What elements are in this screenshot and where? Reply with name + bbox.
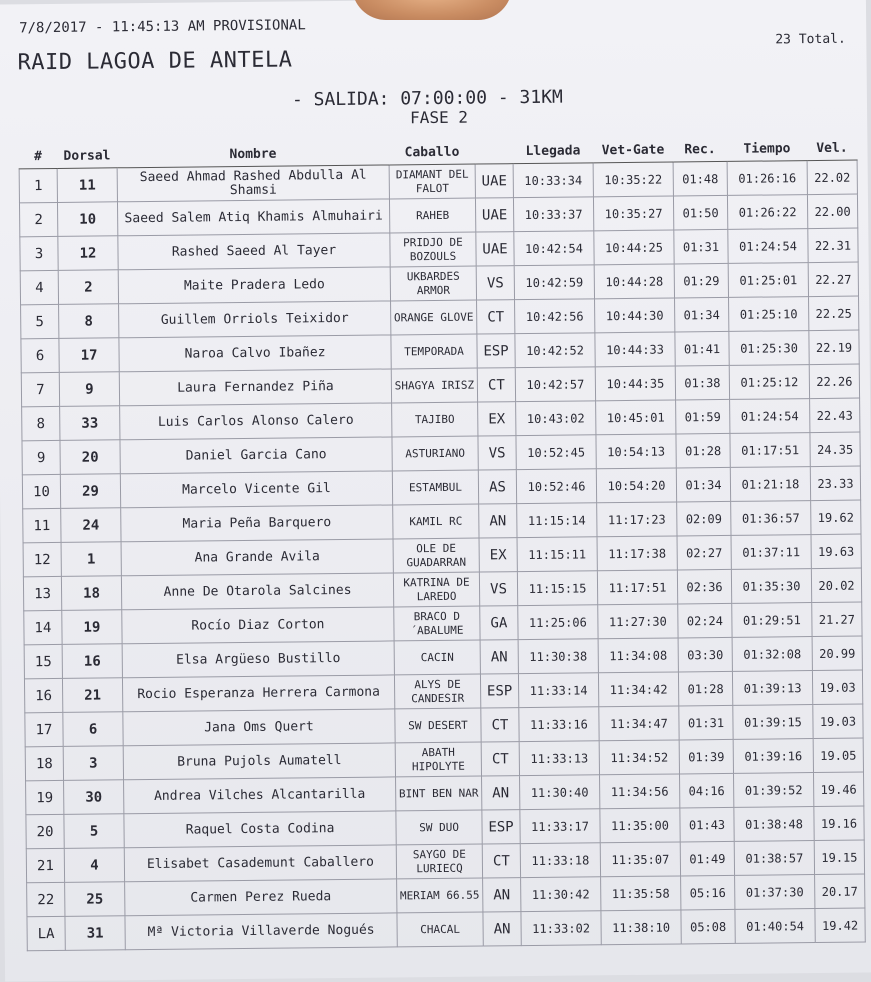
cell-llegada: 10:42:57 xyxy=(515,367,595,402)
cell-vel: 22.25 xyxy=(809,296,859,331)
cell-tiempo: 01:40:54 xyxy=(735,909,815,944)
cell-caballo: KATRINA DE LAREDO xyxy=(393,572,479,607)
cell-tiempo: 01:25:10 xyxy=(729,297,809,332)
cell-rec: 01:39 xyxy=(679,739,733,774)
cell-dorsal: 1 xyxy=(61,542,121,577)
cell-nac: ESP xyxy=(482,810,520,844)
cell-nac: CT xyxy=(477,300,515,334)
cell-pos: 1 xyxy=(19,168,57,202)
col-caballo: Caballo xyxy=(389,134,475,165)
cell-tiempo: 01:32:08 xyxy=(732,637,812,672)
cell-tiempo: 01:36:57 xyxy=(731,501,811,536)
cell-nac: CT xyxy=(477,368,515,402)
cell-nac: AN xyxy=(483,878,521,912)
cell-vetgate: 10:45:01 xyxy=(596,400,676,435)
cell-nombre: Ana Grande Avila xyxy=(121,539,393,576)
cell-caballo: MERIAM 66.55 xyxy=(397,878,483,913)
cell-vetgate: 10:44:33 xyxy=(595,332,675,367)
cell-caballo: ESTAMBUL xyxy=(392,470,478,505)
cell-tiempo: 01:35:30 xyxy=(731,569,811,604)
cell-nombre: Jana Oms Quert xyxy=(123,709,395,746)
cell-dorsal: 12 xyxy=(58,236,118,271)
cell-vetgate: 11:35:07 xyxy=(600,842,680,877)
cell-llegada: 10:52:46 xyxy=(516,469,596,504)
cell-pos: 8 xyxy=(22,406,60,440)
cell-llegada: 11:30:42 xyxy=(521,877,601,912)
cell-vel: 22.27 xyxy=(808,262,858,297)
cell-rec: 02:36 xyxy=(677,569,731,604)
col-nac xyxy=(475,133,513,164)
cell-llegada: 11:15:15 xyxy=(517,571,597,606)
cell-rec: 01:43 xyxy=(680,807,734,842)
cell-tiempo: 01:26:22 xyxy=(727,195,807,230)
cell-pos: 12 xyxy=(23,542,61,576)
cell-nac: EX xyxy=(478,402,516,436)
cell-rec: 01:59 xyxy=(676,399,730,434)
cell-vetgate: 11:17:23 xyxy=(597,502,677,537)
cell-dorsal: 29 xyxy=(60,474,120,509)
cell-nombre: Andrea Vilches Alcantarilla xyxy=(124,777,396,814)
cell-llegada: 11:33:13 xyxy=(519,741,599,776)
cell-vetgate: 10:44:35 xyxy=(595,366,675,401)
cell-llegada: 10:42:56 xyxy=(515,299,595,334)
cell-vel: 22.00 xyxy=(807,194,857,229)
cell-dorsal: 6 xyxy=(63,712,123,747)
cell-llegada: 10:42:52 xyxy=(515,333,595,368)
cell-nombre: Guillem Orriols Teixidor xyxy=(119,301,391,338)
cell-caballo: SAYGO DE LURIECQ xyxy=(396,844,482,879)
cell-dorsal: 30 xyxy=(64,780,124,815)
cell-vetgate: 11:27:30 xyxy=(598,604,678,639)
cell-vetgate: 10:35:22 xyxy=(593,162,673,197)
cell-llegada: 11:30:40 xyxy=(520,775,600,810)
cell-pos: 21 xyxy=(26,848,64,882)
cell-pos: 10 xyxy=(22,474,60,508)
cell-vel: 22.43 xyxy=(810,398,860,433)
cell-llegada: 11:30:38 xyxy=(518,639,598,674)
cell-nac: AN xyxy=(480,640,518,674)
cell-dorsal: 3 xyxy=(63,746,123,781)
cell-vel: 19.03 xyxy=(812,670,862,705)
cell-rec: 01:28 xyxy=(676,433,730,468)
cell-caballo: ORANGE GLOVE xyxy=(391,300,477,335)
cell-vetgate: 10:44:25 xyxy=(594,230,674,265)
cell-llegada: 11:33:16 xyxy=(519,707,599,742)
cell-vetgate: 11:35:58 xyxy=(601,876,681,911)
cell-llegada: 11:15:11 xyxy=(517,537,597,572)
cell-caballo: KAMIL RC xyxy=(393,504,479,539)
cell-nac: AN xyxy=(479,504,517,538)
cell-pos: 11 xyxy=(23,508,61,542)
cell-nac: VS xyxy=(476,266,514,300)
cell-vel: 23.33 xyxy=(810,466,860,501)
col-llegada: Llegada xyxy=(513,132,593,163)
cell-dorsal: 25 xyxy=(65,882,125,917)
cell-pos: 5 xyxy=(21,304,59,338)
cell-tiempo: 01:25:01 xyxy=(728,263,808,298)
cell-rec: 02:09 xyxy=(677,501,731,536)
cell-llegada: 11:33:02 xyxy=(521,911,601,946)
col-tiempo: Tiempo xyxy=(727,130,807,161)
cell-tiempo: 01:37:11 xyxy=(731,535,811,570)
cell-nac: GA xyxy=(480,606,518,640)
cell-vel: 19.15 xyxy=(814,840,864,875)
cell-llegada: 11:25:06 xyxy=(518,605,598,640)
cell-caballo: DIAMANT DEL FALOT xyxy=(389,164,475,199)
cell-pos: 7 xyxy=(21,372,59,406)
date-line: 7/8/2017 - 11:45:13 AM PROVISIONAL xyxy=(19,17,306,37)
cell-dorsal: 4 xyxy=(64,848,124,883)
cell-tiempo: 01:39:15 xyxy=(733,705,813,740)
cell-pos: 17 xyxy=(25,712,63,746)
cell-rec: 01:49 xyxy=(680,841,734,876)
cell-nombre: Elisabet Casademunt Caballero xyxy=(124,845,396,882)
cell-llegada: 11:15:14 xyxy=(517,503,597,538)
cell-vel: 19.46 xyxy=(813,772,863,807)
cell-tiempo: 01:29:51 xyxy=(732,603,812,638)
cell-llegada: 10:52:45 xyxy=(516,435,596,470)
cell-pos: 3 xyxy=(20,236,58,270)
cell-nombre: Maite Pradera Ledo xyxy=(118,267,390,304)
cell-nombre: Luis Carlos Alonso Calero xyxy=(120,403,392,440)
cell-dorsal: 11 xyxy=(57,168,117,203)
cell-llegada: 10:43:02 xyxy=(516,401,596,436)
results-body xyxy=(19,160,865,951)
cell-caballo: TEMPORADA xyxy=(391,334,477,369)
cell-vetgate: 10:44:28 xyxy=(594,264,674,299)
cell-caballo: SHAGYA IRISZ xyxy=(391,368,477,403)
cell-caballo: SW DUO xyxy=(396,810,482,845)
event-title: RAID LAGOA DE ANTELA xyxy=(17,47,293,76)
cell-caballo: BINT BEN NAR xyxy=(396,776,482,811)
cell-vetgate: 11:35:00 xyxy=(600,808,680,843)
cell-vel: 19.42 xyxy=(815,908,865,943)
cell-pos: LA xyxy=(27,916,65,950)
cell-rec: 01:41 xyxy=(675,331,729,366)
cell-tiempo: 01:38:57 xyxy=(734,841,814,876)
cell-tiempo: 01:17:51 xyxy=(730,433,810,468)
cell-nac: UAE xyxy=(475,198,513,232)
cell-dorsal: 8 xyxy=(59,304,119,339)
cell-caballo: ASTURIANO xyxy=(392,436,478,471)
cell-nombre: Saeed Ahmad Rashed Abdulla Al Shamsi xyxy=(117,165,389,202)
cell-tiempo: 01:25:12 xyxy=(729,365,809,400)
cell-dorsal: 16 xyxy=(62,644,122,679)
cell-vetgate: 11:34:56 xyxy=(600,774,680,809)
cell-vel: 19.05 xyxy=(813,738,863,773)
cell-caballo: SW DESERT xyxy=(395,708,481,743)
cell-nombre: Naroa Calvo Ibañez xyxy=(119,335,391,372)
cell-nombre: Mª Victoria Villaverde Nogués xyxy=(125,913,397,950)
cell-rec: 01:29 xyxy=(674,263,728,298)
cell-vel: 19.16 xyxy=(814,806,864,841)
cell-tiempo: 01:24:54 xyxy=(728,229,808,264)
cell-dorsal: 5 xyxy=(64,814,124,849)
start-info: - SALIDA: 07:00:00 - 31KM xyxy=(291,86,563,111)
cell-vetgate: 11:34:42 xyxy=(598,672,678,707)
phase-label: FASE 2 xyxy=(410,107,469,128)
cell-dorsal: 10 xyxy=(57,202,117,237)
cell-nac: ESP xyxy=(480,674,518,708)
cell-nac: EX xyxy=(479,538,517,572)
cell-tiempo: 01:39:52 xyxy=(733,773,813,808)
cell-nombre: Laura Fernandez Piña xyxy=(119,369,391,406)
cell-vel: 22.19 xyxy=(809,330,859,365)
cell-dorsal: 18 xyxy=(61,576,121,611)
cell-vel: 22.31 xyxy=(808,228,858,263)
cell-nombre: Carmen Perez Rueda xyxy=(125,879,397,916)
finger-holding-sheet xyxy=(352,0,512,20)
cell-vetgate: 10:44:30 xyxy=(595,298,675,333)
cell-nombre: Elsa Argüeso Bustillo xyxy=(122,641,394,678)
cell-pos: 15 xyxy=(24,644,62,678)
cell-dorsal: 31 xyxy=(65,916,125,951)
cell-rec: 01:34 xyxy=(676,467,730,502)
col-vel: Vel. xyxy=(807,130,857,161)
col-pos: # xyxy=(19,138,57,169)
cell-tiempo: 01:38:48 xyxy=(734,807,814,842)
cell-vetgate: 10:54:20 xyxy=(596,468,676,503)
cell-tiempo: 01:39:16 xyxy=(733,739,813,774)
cell-vetgate: 11:34:52 xyxy=(599,740,679,775)
cell-nac: UAE xyxy=(475,164,513,198)
cell-pos: 2 xyxy=(19,202,57,236)
cell-nac: AN xyxy=(482,776,520,810)
cell-caballo: CHACAL xyxy=(397,912,483,947)
cell-caballo: UKBARDES ARMOR xyxy=(390,266,476,301)
cell-nac: CT xyxy=(481,742,519,776)
cell-vel: 22.02 xyxy=(807,160,857,195)
cell-nombre: Saeed Salem Atiq Khamis Almuhairi xyxy=(117,199,389,236)
cell-pos: 9 xyxy=(22,440,60,474)
cell-tiempo: 01:21:18 xyxy=(730,467,810,502)
cell-vel: 22.26 xyxy=(809,364,859,399)
cell-llegada: 10:33:34 xyxy=(513,163,593,198)
cell-vetgate: 11:34:47 xyxy=(599,706,679,741)
cell-rec: 03:30 xyxy=(678,637,732,672)
cell-dorsal: 20 xyxy=(60,440,120,475)
cell-caballo: OLE DE GUADARRAN xyxy=(393,538,479,573)
cell-pos: 18 xyxy=(25,746,63,780)
cell-pos: 6 xyxy=(21,338,59,372)
cell-nac: VS xyxy=(478,436,516,470)
cell-vetgate: 11:17:38 xyxy=(597,536,677,571)
cell-vetgate: 10:54:13 xyxy=(596,434,676,469)
cell-rec: 05:16 xyxy=(681,875,735,910)
cell-nombre: Daniel Garcia Cano xyxy=(120,437,392,474)
cell-tiempo: 01:24:54 xyxy=(730,399,810,434)
cell-nombre: Rocío Diaz Corton xyxy=(122,607,394,644)
results-table xyxy=(18,130,865,952)
cell-llegada: 11:33:17 xyxy=(520,809,600,844)
cell-dorsal: 2 xyxy=(58,270,118,305)
cell-nombre: Maria Peña Barquero xyxy=(121,505,393,542)
cell-rec: 04:16 xyxy=(680,773,734,808)
cell-nac: CT xyxy=(482,844,520,878)
cell-rec: 01:34 xyxy=(675,297,729,332)
col-nombre: Nombre xyxy=(117,134,389,167)
cell-dorsal: 19 xyxy=(62,610,122,645)
cell-nac: ESP xyxy=(477,334,515,368)
cell-dorsal: 21 xyxy=(62,678,122,713)
cell-vetgate: 11:17:51 xyxy=(597,570,677,605)
cell-vel: 20.99 xyxy=(812,636,862,671)
cell-tiempo: 01:39:13 xyxy=(732,671,812,706)
cell-pos: 20 xyxy=(26,814,64,848)
cell-vetgate: 10:35:27 xyxy=(593,196,673,231)
cell-vel: 20.17 xyxy=(815,874,865,909)
cell-rec: 02:27 xyxy=(677,535,731,570)
col-vetgate: Vet-Gate xyxy=(593,131,673,162)
cell-dorsal: 33 xyxy=(60,406,120,441)
cell-nac: CT xyxy=(481,708,519,742)
cell-pos: 22 xyxy=(27,882,65,916)
cell-caballo: BRACO D ´ABALUME xyxy=(394,606,480,641)
cell-llegada: 10:33:37 xyxy=(513,197,593,232)
cell-caballo: PRIDJO DE BOZOULS xyxy=(390,232,476,267)
cell-pos: 4 xyxy=(20,270,58,304)
cell-tiempo: 01:37:30 xyxy=(735,875,815,910)
cell-tiempo: 01:26:16 xyxy=(727,161,807,196)
cell-caballo: TAJIBO xyxy=(392,402,478,437)
cell-vel: 19.62 xyxy=(811,500,861,535)
cell-rec: 01:48 xyxy=(673,161,727,196)
cell-dorsal: 9 xyxy=(59,372,119,407)
cell-pos: 16 xyxy=(24,678,62,712)
cell-nombre: Anne De Otarola Salcines xyxy=(121,573,393,610)
cell-rec: 01:28 xyxy=(678,671,732,706)
cell-caballo: ABATH HIPOLYTE xyxy=(395,742,481,777)
cell-nac: AN xyxy=(483,912,521,946)
col-dorsal: Dorsal xyxy=(57,137,117,168)
cell-llegada: 11:33:14 xyxy=(518,673,598,708)
cell-nombre: Rashed Saeed Al Tayer xyxy=(118,233,390,270)
cell-pos: 13 xyxy=(23,576,61,610)
cell-caballo: CACIN xyxy=(394,640,480,675)
cell-llegada: 10:42:54 xyxy=(514,231,594,266)
cell-rec: 01:50 xyxy=(673,195,727,230)
cell-vel: 20.02 xyxy=(811,568,861,603)
cell-llegada: 11:33:18 xyxy=(520,843,600,878)
cell-nombre: Raquel Costa Codina xyxy=(124,811,396,848)
cell-vetgate: 11:38:10 xyxy=(601,910,681,945)
cell-llegada: 10:42:59 xyxy=(514,265,594,300)
cell-dorsal: 17 xyxy=(59,338,119,373)
cell-tiempo: 01:25:30 xyxy=(729,331,809,366)
cell-rec: 01:31 xyxy=(674,229,728,264)
cell-pos: 19 xyxy=(26,780,64,814)
cell-rec: 01:31 xyxy=(679,705,733,740)
cell-vel: 19.63 xyxy=(811,534,861,569)
cell-rec: 02:24 xyxy=(678,603,732,638)
cell-pos: 14 xyxy=(24,610,62,644)
col-rec: Rec. xyxy=(673,131,727,162)
cell-caballo: ALYS DE CANDESIR xyxy=(394,674,480,709)
cell-rec: 01:38 xyxy=(675,365,729,400)
cell-caballo: RAHEB xyxy=(389,198,475,233)
cell-nac: AS xyxy=(478,470,516,504)
cell-nombre: Marcelo Vicente Gil xyxy=(120,471,392,508)
cell-rec: 05:08 xyxy=(681,909,735,944)
cell-nac: UAE xyxy=(476,232,514,266)
cell-vel: 24.35 xyxy=(810,432,860,467)
total-count: 23 Total. xyxy=(775,31,846,48)
cell-dorsal: 24 xyxy=(61,508,121,543)
cell-vel: 19.03 xyxy=(813,704,863,739)
cell-vel: 21.27 xyxy=(812,602,862,637)
cell-vetgate: 11:34:08 xyxy=(598,638,678,673)
cell-nombre: Rocio Esperanza Herrera Carmona xyxy=(122,675,394,712)
cell-nombre: Bruna Pujols Aumatell xyxy=(123,743,395,780)
cell-nac: VS xyxy=(479,572,517,606)
